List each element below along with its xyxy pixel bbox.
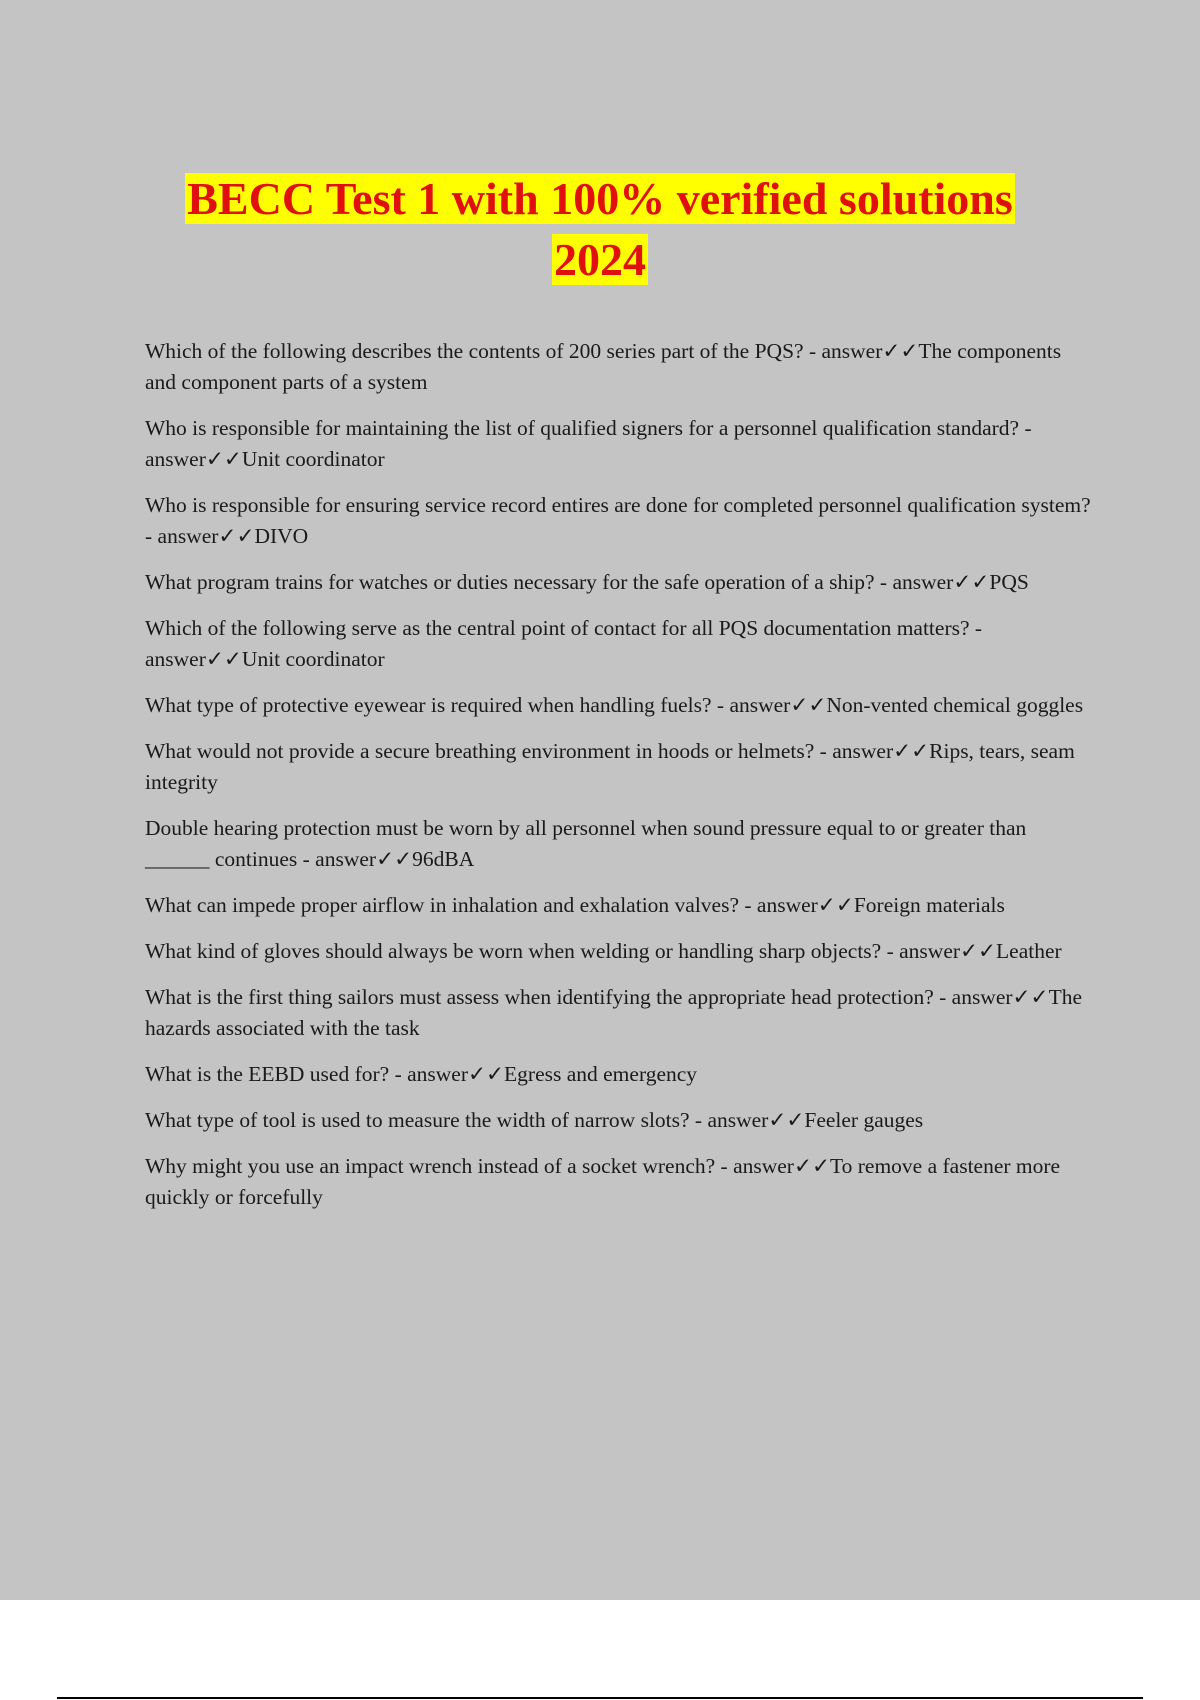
qa-list	[145, 336, 1095, 1228]
qa-item: Double hearing protection must be worn by all personnel when sound pressure equal to or greater than ______ continues - answer✓✓96dBA	[145, 816, 1027, 871]
title-text-2: 2024	[554, 234, 646, 285]
qa-item: What type of tool is used to measure the width of narrow slots? - answer✓✓Feeler gauges	[145, 1108, 924, 1132]
qa-item: Which of the following describes the contents of 200 series part of the PQS? - answer✓✓The components and component parts of a system	[145, 339, 1062, 394]
qa-item: What kind of gloves should always be worn when welding or handling sharp objects? - answer✓✓Leather	[145, 939, 1062, 963]
qa-item: Who is responsible for maintaining the list of qualified signers for a personnel qualification standard? - answer✓✓Unit coordinator	[145, 416, 1032, 471]
qa-item: What is the first thing sailors must assess when identifying the appropriate head protection? - answer✓✓The hazards associated with the task	[145, 985, 1082, 1040]
footer-divider	[57, 1697, 1143, 1699]
title-text-1: BECC Test 1 with 100% verified solutions	[187, 173, 1013, 224]
qa-item: What program trains for watches or duties necessary for the safe operation of a ship? - answer✓✓PQS	[145, 570, 1029, 594]
qa-item: Why might you use an impact wrench instead of a socket wrench? - answer✓✓To remove a fastener more quickly or forcefully	[145, 1154, 1061, 1209]
qa-item: What is the EEBD used for? - answer✓✓Egress and emergency	[145, 1062, 698, 1086]
qa-item: What type of protective eyewear is required when handling fuels? - answer✓✓Non-vented chemical goggles	[145, 693, 1084, 717]
title-line-2	[0, 229, 1200, 290]
qa-item: What would not provide a secure breathing environment in hoods or helmets? - answer✓✓Rips, tears, seam integrity	[145, 739, 1075, 794]
document-title	[0, 168, 1200, 290]
qa-item: Which of the following serve as the central point of contact for all PQS documentation matters? - answer✓✓Unit coordinator	[145, 616, 983, 671]
qa-item: Who is responsible for ensuring service record entires are done for completed personnel qualification system? - answer✓✓DIVO	[145, 493, 1091, 548]
qa-item: What can impede proper airflow in inhalation and exhalation valves? - answer✓✓Foreign materials	[145, 893, 1005, 917]
title-line-1	[0, 168, 1200, 229]
